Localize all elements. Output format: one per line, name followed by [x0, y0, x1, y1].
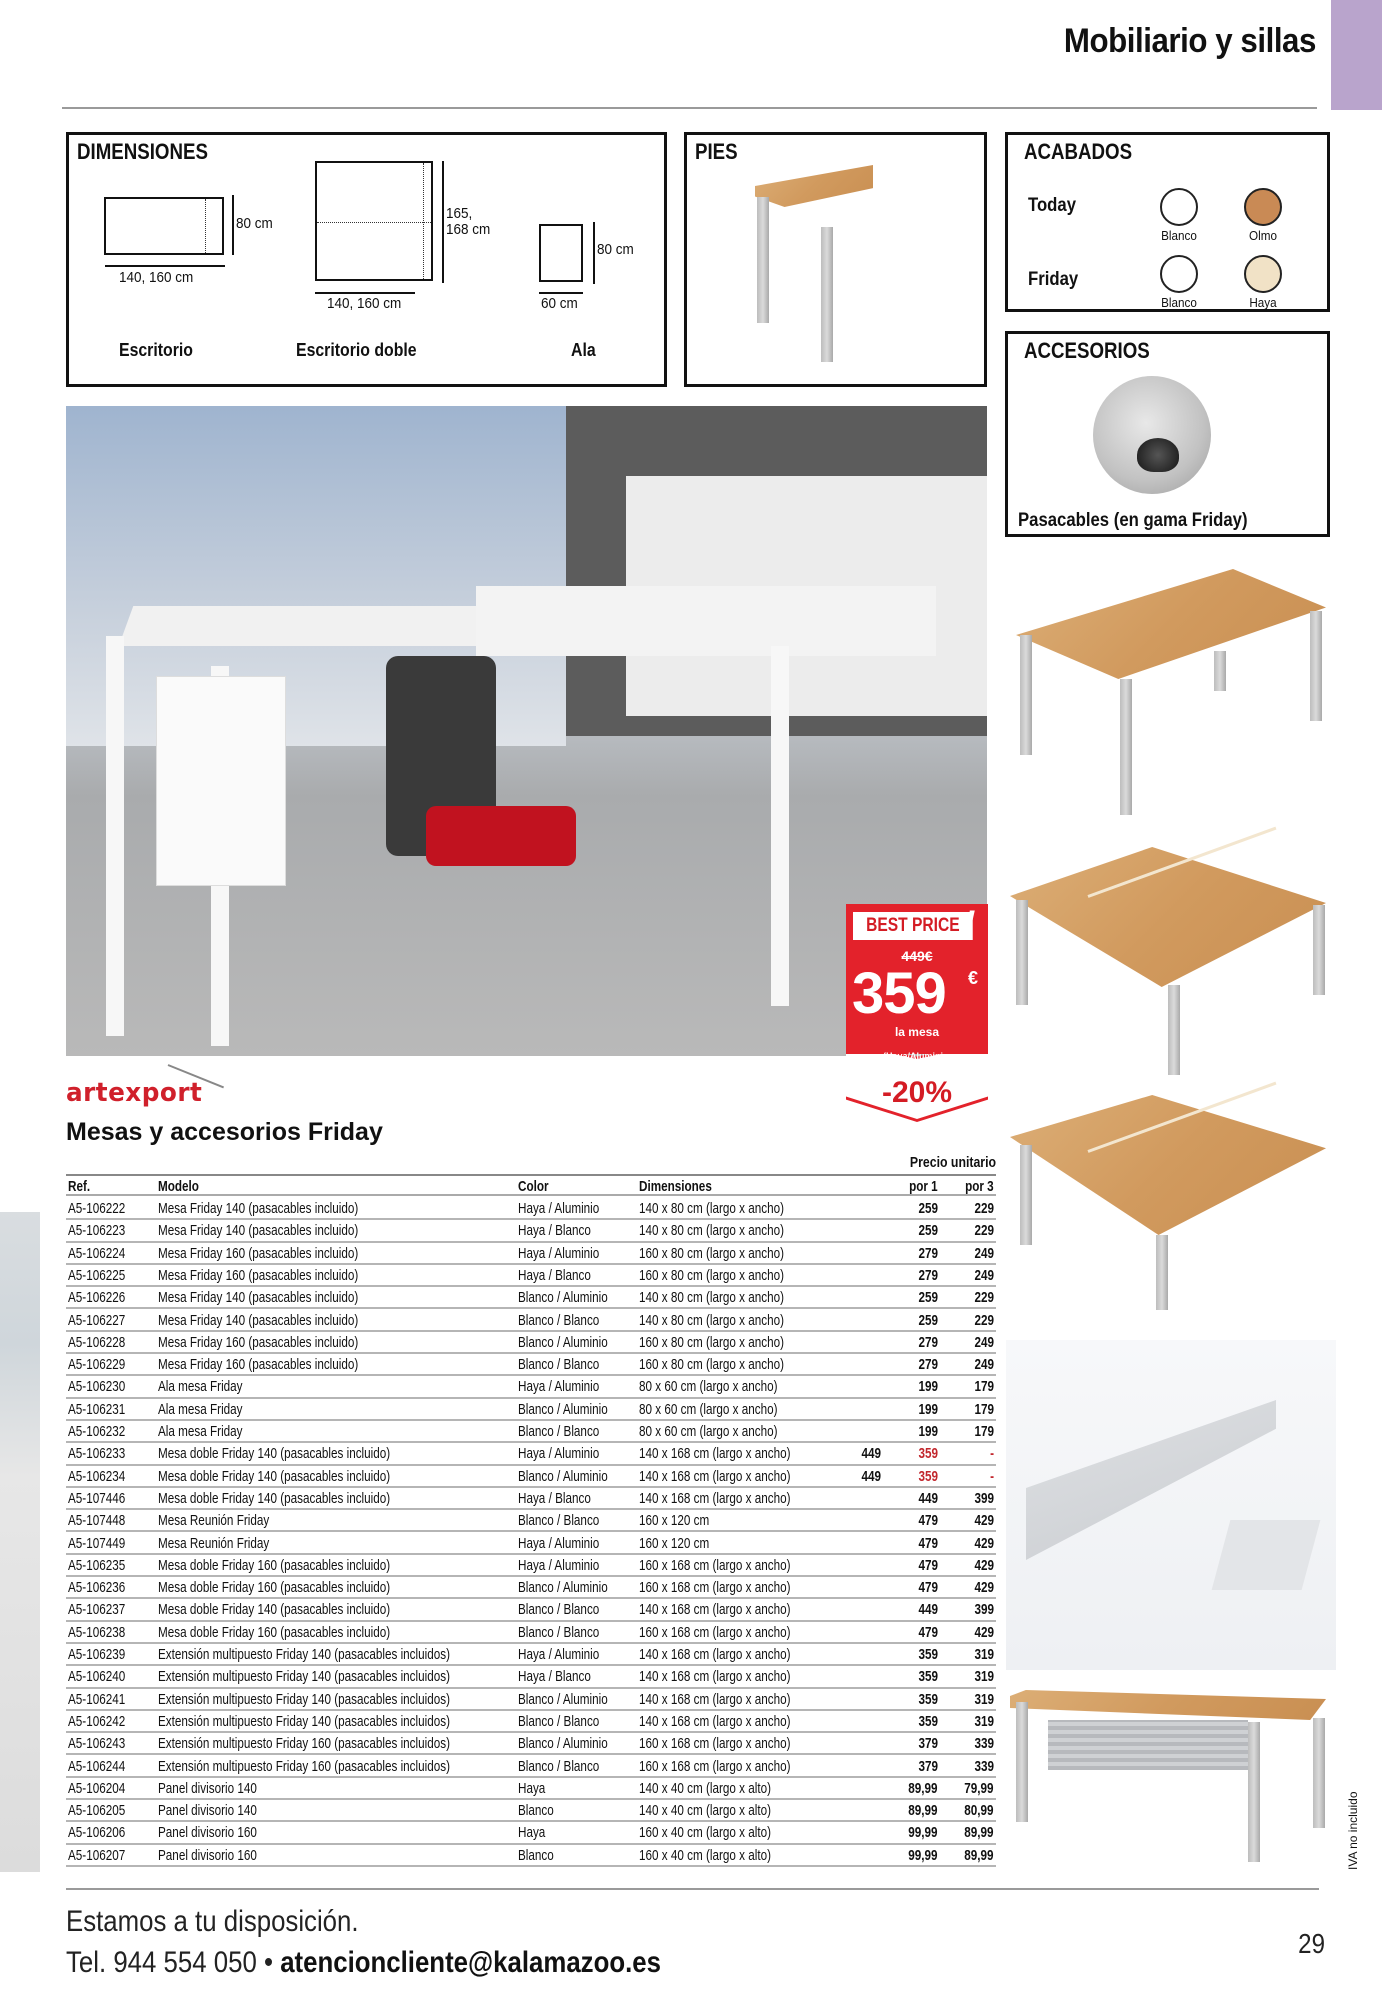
cell-modelo: Extensión multipuesto Friday 160 (pasacables incluidos) [158, 1757, 451, 1775]
table-row [66, 1510, 996, 1532]
cell-price-por1: 359 [918, 1646, 938, 1663]
cell-ref: A5-106229 [68, 1356, 126, 1374]
cell-ref: A5-106223 [68, 1222, 126, 1240]
diagram-divider [423, 163, 424, 279]
ala-diagram [539, 224, 583, 282]
cell-color: Haya / Blanco [518, 1266, 591, 1284]
table-row [66, 1778, 996, 1800]
table-row [66, 1711, 996, 1733]
cell-dimensiones: 80 x 60 cm (largo x ancho) [639, 1423, 778, 1440]
cell-ref: A5-106230 [68, 1378, 126, 1396]
adjacent-page-photo [0, 1212, 40, 1872]
cell-modelo: Mesa Friday 140 (pasacables incluido) [158, 1289, 359, 1307]
cell-color: Blanco / Blanco [518, 1757, 600, 1775]
ala-width: 60 cm [541, 295, 578, 312]
cell-modelo: Panel divisorio 160 [158, 1824, 257, 1842]
cell-price-por1: 359 [918, 1712, 938, 1730]
cell-price-por3: 249 [974, 1266, 994, 1284]
cell-price-por1: 479 [918, 1534, 938, 1552]
cell-color: Haya / Aluminio [518, 1200, 600, 1217]
table-row [66, 1243, 996, 1265]
badge-old-price: 449€ [901, 948, 933, 964]
table-row [66, 1310, 996, 1332]
cell-price-por1: 259 [918, 1222, 938, 1240]
table-row [66, 1733, 996, 1755]
cell-price-por3: 429 [974, 1579, 994, 1597]
cell-price-por1: 359 [918, 1445, 938, 1463]
accesorios-box [1005, 331, 1330, 537]
table-row [66, 1666, 996, 1688]
cell-price-por3: 229 [974, 1311, 994, 1329]
panel-divisorio-image [1006, 1340, 1336, 1670]
grommet-image [1093, 376, 1211, 494]
cell-color: Blanco / Blanco [518, 1601, 600, 1619]
arrow-vertical-icon [442, 161, 444, 283]
cell-price-por1: 89,99 [908, 1779, 938, 1797]
cell-ref: A5-106234 [68, 1467, 126, 1485]
col-dimensiones: Dimensiones [639, 1178, 712, 1195]
cell-ref: A5-106244 [68, 1757, 126, 1775]
cell-modelo: Mesa doble Friday 140 (pasacables incluido) [158, 1601, 391, 1619]
cell-dimensiones: 160 x 168 cm (largo x ancho) [639, 1735, 791, 1753]
cell-modelo: Ala mesa Friday [158, 1378, 243, 1396]
cell-modelo: Mesa Friday 160 (pasacables incluido) [158, 1333, 359, 1351]
swatch-friday-haya [1244, 255, 1282, 293]
cell-ref: A5-106243 [68, 1735, 126, 1753]
cell-dimensiones: 160 x 40 cm (largo x alto) [639, 1824, 772, 1842]
cell-price-por1: 379 [918, 1735, 938, 1753]
cell-ref: A5-106232 [68, 1423, 126, 1440]
escritorio-doble-depth-2: 168 cm [446, 221, 491, 238]
cell-modelo: Mesa doble Friday 160 (pasacables incluido) [158, 1623, 391, 1641]
cell-ref: A5-106241 [68, 1690, 126, 1708]
cell-price-por3: 79,99 [964, 1779, 994, 1797]
cell-modelo: Panel divisorio 160 [158, 1846, 257, 1864]
cell-color: Haya / Aluminio [518, 1556, 600, 1574]
table-row [66, 1421, 996, 1443]
cell-ref: A5-106231 [68, 1400, 126, 1418]
badge-price: 359 [852, 961, 946, 1026]
cell-old-price: 449 [861, 1467, 881, 1485]
table-row [66, 1198, 996, 1220]
swatch-label: Blanco [1161, 228, 1197, 243]
cell-dimensiones: 140 x 40 cm (largo x alto) [639, 1779, 772, 1797]
cell-price-por1: 479 [918, 1556, 938, 1574]
cell-price-por3: 429 [974, 1534, 994, 1552]
cell-price-por1: 89,99 [908, 1802, 938, 1820]
cell-dimensiones: 160 x 80 cm (largo x ancho) [639, 1244, 785, 1262]
finish-line-today: Today [1028, 195, 1077, 216]
cell-modelo: Extensión multipuesto Friday 160 (pasacables incluidos) [158, 1735, 451, 1753]
escritorio-width: 140, 160 cm [119, 269, 194, 286]
cell-modelo: Panel divisorio 140 [158, 1802, 257, 1820]
header-divider [62, 107, 1317, 109]
cell-ref: A5-106240 [68, 1668, 126, 1686]
cell-price-por3: 319 [974, 1668, 994, 1686]
cell-price-por3: 429 [974, 1512, 994, 1530]
cell-color: Blanco [518, 1846, 554, 1864]
cell-price-por3: 319 [974, 1646, 994, 1663]
badge-detail-1: (Haya/Aluminio, [882, 1051, 951, 1061]
table-row [66, 1287, 996, 1309]
table-row [66, 1376, 996, 1398]
cell-dimensiones: 160 x 80 cm (largo x ancho) [639, 1266, 785, 1284]
cell-color: Haya / Aluminio [518, 1378, 600, 1396]
escritorio-doble-diagram [315, 161, 433, 281]
swatch-label: Olmo [1249, 228, 1277, 243]
cell-color: Blanco / Blanco [518, 1623, 600, 1641]
cell-price-por3: 89,99 [964, 1846, 994, 1864]
cell-price-por3: 229 [974, 1200, 994, 1217]
cell-ref: A5-106226 [68, 1289, 126, 1307]
cell-color: Blanco / Blanco [518, 1712, 600, 1730]
cell-ref: A5-106233 [68, 1445, 126, 1463]
cell-modelo: Ala mesa Friday [158, 1423, 243, 1440]
cell-dimensiones: 140 x 80 cm (largo x ancho) [639, 1289, 785, 1307]
cell-price-por1: 199 [918, 1423, 938, 1440]
table-row [66, 1622, 996, 1644]
cell-color: Blanco / Blanco [518, 1311, 600, 1329]
cell-modelo: Mesa doble Friday 140 (pasacables incluido) [158, 1445, 391, 1463]
cell-dimensiones: 140 x 168 cm (largo x ancho) [639, 1489, 791, 1507]
table-leg-image [755, 165, 875, 365]
cell-modelo: Mesa Friday 140 (pasacables incluido) [158, 1222, 359, 1240]
cell-color: Blanco / Blanco [518, 1356, 600, 1374]
cell-price-por1: 479 [918, 1623, 938, 1641]
cell-dimensiones: 160 x 168 cm (largo x ancho) [639, 1579, 791, 1597]
cell-modelo: Mesa Friday 140 (pasacables incluido) [158, 1200, 359, 1217]
escritorio-depth: 80 cm [236, 215, 273, 232]
swatch-label: Haya [1249, 295, 1277, 310]
cell-modelo: Extensión multipuesto Friday 140 (pasacables incluidos) [158, 1668, 451, 1686]
cell-dimensiones: 140 x 80 cm (largo x ancho) [639, 1200, 785, 1217]
cell-color: Blanco / Blanco [518, 1423, 600, 1440]
price-group-header: Precio unitario [909, 1154, 996, 1171]
cell-price-por1: 359 [918, 1690, 938, 1708]
cell-modelo: Extensión multipuesto Friday 140 (pasacables incluidos) [158, 1690, 451, 1708]
cell-price-por1: 259 [918, 1200, 938, 1217]
cell-ref: A5-107449 [68, 1534, 126, 1552]
cell-price-por3: 229 [974, 1222, 994, 1240]
section-tab [1331, 0, 1382, 110]
cell-dimensiones: 160 x 120 cm [639, 1512, 710, 1530]
cell-price-por3: - [990, 1445, 994, 1463]
cell-modelo: Mesa Friday 140 (pasacables incluido) [158, 1311, 359, 1329]
diagram-divider [317, 222, 431, 223]
cell-ref: A5-106239 [68, 1646, 126, 1663]
cell-ref: A5-106205 [68, 1802, 126, 1820]
cell-price-por1: 259 [918, 1289, 938, 1307]
table-row [66, 1332, 996, 1354]
accesorios-title: ACCESORIOS [1024, 338, 1150, 363]
cell-ref: A5-106237 [68, 1601, 126, 1619]
table-row [66, 1265, 996, 1287]
cell-price-por3: 319 [974, 1712, 994, 1730]
cell-color: Blanco / Aluminio [518, 1735, 608, 1753]
cell-modelo: Mesa Friday 160 (pasacables incluido) [158, 1266, 359, 1284]
cell-dimensiones: 160 x 80 cm (largo x ancho) [639, 1356, 785, 1374]
cell-modelo: Mesa doble Friday 140 (pasacables incluido) [158, 1467, 391, 1485]
cell-color: Blanco [518, 1802, 554, 1820]
cell-price-por3: 179 [974, 1378, 994, 1396]
cell-dimensiones: 140 x 168 cm (largo x ancho) [639, 1601, 791, 1619]
badge-discount: -20% [881, 1076, 953, 1109]
cell-color: Haya [518, 1824, 546, 1842]
table-row [66, 1443, 996, 1465]
cell-ref: A5-106206 [68, 1824, 126, 1842]
col-modelo: Modelo [158, 1178, 199, 1195]
col-por3: por 3 [965, 1178, 994, 1195]
cell-price-por1: 359 [918, 1668, 938, 1686]
escritorio-doble-width: 140, 160 cm [327, 295, 402, 312]
cell-color: Blanco / Aluminio [518, 1400, 608, 1418]
cell-modelo: Mesa Reunión Friday [158, 1534, 270, 1552]
footer-email[interactable]: atencioncliente@kalamazoo.es [280, 1946, 661, 1979]
table-row [66, 1800, 996, 1822]
table-row [66, 1756, 996, 1778]
cell-dimensiones: 160 x 168 cm (largo x ancho) [639, 1556, 791, 1574]
table-row [66, 1466, 996, 1488]
cell-ref: A5-107446 [68, 1489, 126, 1507]
cell-ref: A5-107448 [68, 1512, 126, 1530]
cell-dimensiones: 160 x 168 cm (largo x ancho) [639, 1623, 791, 1641]
finish-line-friday: Friday [1028, 269, 1079, 290]
cell-modelo: Mesa doble Friday 140 (pasacables incluido) [158, 1489, 391, 1507]
cell-dimensiones: 140 x 168 cm (largo x ancho) [639, 1646, 791, 1663]
cell-color: Blanco / Aluminio [518, 1333, 608, 1351]
cell-dimensiones: 140 x 168 cm (largo x ancho) [639, 1712, 791, 1730]
cell-ref: A5-106225 [68, 1266, 126, 1284]
cell-dimensiones: 160 x 80 cm (largo x ancho) [639, 1333, 785, 1351]
cell-color: Haya / Aluminio [518, 1646, 600, 1663]
footer-tagline: Estamos a tu disposición. [66, 1905, 359, 1938]
cell-price-por1: 259 [918, 1311, 938, 1329]
cell-modelo: Extensión multipuesto Friday 140 (pasacables incluidos) [158, 1646, 451, 1663]
section-title: Mesas y accesorios Friday [66, 1118, 383, 1146]
cell-price-por3: 399 [974, 1489, 994, 1507]
diagram-divider [205, 199, 206, 253]
footer-contact [66, 1946, 661, 1980]
cell-price-por1: 379 [918, 1757, 938, 1775]
cell-color: Blanco / Aluminio [518, 1289, 608, 1307]
table-row [66, 1599, 996, 1621]
swatch-today-olmo [1244, 188, 1282, 226]
cell-color: Haya / Blanco [518, 1668, 591, 1686]
cell-color: Haya / Aluminio [518, 1244, 600, 1262]
iva-note: IVA no incluido [1346, 1791, 1360, 1870]
mesa-friday-image [1008, 555, 1328, 815]
cell-ref: A5-106238 [68, 1623, 126, 1641]
best-price-label: BEST PRICE [853, 912, 973, 940]
table-row [66, 1399, 996, 1421]
cell-color: Haya / Aluminio [518, 1445, 600, 1463]
table-row [66, 1488, 996, 1510]
cell-modelo: Mesa Friday 160 (pasacables incluido) [158, 1356, 359, 1374]
cell-price-por3: - [990, 1467, 994, 1485]
cell-modelo: Mesa doble Friday 160 (pasacables incluido) [158, 1579, 391, 1597]
cell-price-por3: 89,99 [964, 1824, 994, 1842]
page-title: Mobiliario y sillas [1063, 22, 1316, 60]
cell-dimensiones: 140 x 168 cm (largo x ancho) [639, 1690, 791, 1708]
ala-label: Ala [571, 340, 596, 360]
acabados-title: ACABADOS [1024, 139, 1133, 164]
table-row [66, 1555, 996, 1577]
table-row [66, 1354, 996, 1376]
mesa-doble-friday-image [1008, 845, 1328, 1075]
cell-price-por1: 279 [918, 1333, 938, 1351]
cell-color: Haya [518, 1779, 546, 1797]
exclamation-icon: ! [964, 904, 976, 942]
escritorio-diagram [104, 197, 224, 255]
cell-dimensiones: 80 x 60 cm (largo x ancho) [639, 1378, 778, 1396]
table-row [66, 1822, 996, 1844]
cell-price-por1: 479 [918, 1512, 938, 1530]
table-row [66, 1644, 996, 1666]
cell-dimensiones: 140 x 40 cm (largo x alto) [639, 1802, 772, 1820]
cell-color: Haya / Blanco [518, 1489, 591, 1507]
cell-dimensiones: 140 x 80 cm (largo x ancho) [639, 1222, 785, 1240]
cell-price-por3: 319 [974, 1690, 994, 1708]
cell-price-por3: 249 [974, 1333, 994, 1351]
footer-divider [66, 1888, 1319, 1890]
arrow-vertical-icon [593, 222, 595, 284]
cell-ref: A5-106236 [68, 1579, 126, 1597]
cell-ref: A5-106224 [68, 1244, 126, 1262]
badge-unit: la mesa [894, 1025, 940, 1039]
bullet-icon: • [263, 1946, 274, 1979]
cell-price-por1: 279 [918, 1244, 938, 1262]
col-color: Color [518, 1178, 549, 1195]
col-por1: por 1 [909, 1178, 938, 1195]
cell-dimensiones: 80 x 60 cm (largo x ancho) [639, 1400, 778, 1418]
cell-modelo: Ala mesa Friday [158, 1400, 243, 1418]
cell-modelo: Mesa Friday 160 (pasacables incluido) [158, 1244, 359, 1262]
escritorio-doble-depth-1: 165, [446, 205, 473, 222]
cell-modelo: Mesa doble Friday 160 (pasacables incluido) [158, 1556, 391, 1574]
brand-logo: artexport [66, 1078, 203, 1108]
accesorios-caption: Pasacables (en gama Friday) [1018, 510, 1248, 531]
dimensiones-box [66, 132, 667, 387]
cell-price-por1: 199 [918, 1400, 938, 1418]
footer-phone: Tel. 944 554 050 [66, 1946, 257, 1979]
cell-price-por1: 279 [918, 1266, 938, 1284]
table-row [66, 1689, 996, 1711]
cell-price-por3: 80,99 [964, 1802, 994, 1820]
pies-title: PIES [695, 139, 738, 164]
escritorio-label: Escritorio [119, 340, 193, 360]
table-row [66, 1577, 996, 1599]
cell-ref: A5-106204 [68, 1779, 126, 1797]
table-row [66, 1845, 996, 1867]
cell-modelo: Panel divisorio 140 [158, 1779, 257, 1797]
cell-ref: A5-106242 [68, 1712, 126, 1730]
cell-price-por1: 99,99 [908, 1824, 938, 1842]
col-ref: Ref. [68, 1178, 91, 1195]
cell-price-por3: 179 [974, 1400, 994, 1418]
cell-dimensiones: 140 x 168 cm (largo x ancho) [639, 1445, 791, 1463]
table-row [66, 1533, 996, 1555]
swatch-label: Blanco [1161, 295, 1197, 310]
cell-price-por1: 449 [918, 1489, 938, 1507]
table-row [66, 1220, 996, 1242]
cell-price-por3: 249 [974, 1244, 994, 1262]
cell-price-por1: 99,99 [908, 1846, 938, 1864]
arrow-horizontal-icon [539, 292, 583, 294]
cell-color: Haya / Aluminio [518, 1534, 600, 1552]
cell-price-por1: 479 [918, 1579, 938, 1597]
cell-price-por3: 249 [974, 1356, 994, 1374]
arrow-vertical-icon [232, 195, 234, 255]
cell-color: Blanco / Aluminio [518, 1467, 608, 1485]
cell-price-por1: 199 [918, 1378, 938, 1396]
badge-currency: € [968, 968, 979, 988]
arrow-horizontal-icon [105, 265, 225, 267]
acabados-box [1005, 132, 1330, 312]
cell-dimensiones: 160 x 40 cm (largo x alto) [639, 1846, 772, 1864]
cell-price-por3: 229 [974, 1289, 994, 1307]
cell-price-por3: 429 [974, 1556, 994, 1574]
cell-ref: A5-106227 [68, 1311, 126, 1329]
table-header [66, 1174, 996, 1196]
cell-dimensiones: 160 x 120 cm [639, 1534, 710, 1552]
cell-ref: A5-106222 [68, 1200, 126, 1217]
cell-price-por3: 179 [974, 1423, 994, 1440]
cell-price-por3: 339 [974, 1757, 994, 1775]
cell-modelo: Extensión multipuesto Friday 140 (pasacables incluidos) [158, 1712, 451, 1730]
extension-multipuesto-image [1008, 1095, 1328, 1310]
cell-price-por1: 279 [918, 1356, 938, 1374]
cell-price-por1: 449 [918, 1601, 938, 1619]
cell-ref: A5-106235 [68, 1556, 126, 1574]
mesa-con-faldon-image [1008, 1680, 1328, 1870]
dimensiones-title: DIMENSIONES [77, 139, 208, 164]
pies-box [684, 132, 987, 387]
arrow-horizontal-icon [315, 292, 415, 294]
cell-dimensiones: 140 x 168 cm (largo x ancho) [639, 1467, 791, 1485]
cell-old-price: 449 [861, 1445, 881, 1463]
cell-dimensiones: 160 x 168 cm (largo x ancho) [639, 1757, 791, 1775]
escritorio-doble-label: Escritorio doble [296, 340, 417, 360]
page-number: 29 [1298, 1928, 1325, 1959]
cell-color: Blanco / Blanco [518, 1512, 600, 1530]
cell-price-por1: 359 [918, 1467, 938, 1485]
cell-color: Blanco / Aluminio [518, 1690, 608, 1708]
cell-price-por3: 339 [974, 1735, 994, 1753]
cell-ref: A5-106228 [68, 1333, 126, 1351]
ala-depth: 80 cm [597, 241, 634, 258]
cell-color: Haya / Blanco [518, 1222, 591, 1240]
cell-dimensiones: 140 x 168 cm (largo x ancho) [639, 1668, 791, 1686]
cell-ref: A5-106207 [68, 1846, 126, 1864]
cell-modelo: Mesa Reunión Friday [158, 1512, 270, 1530]
cell-price-por3: 429 [974, 1623, 994, 1641]
swatch-today-blanco [1160, 188, 1198, 226]
best-price-badge [846, 904, 988, 1122]
swatch-friday-blanco [1160, 255, 1198, 293]
cell-price-por3: 399 [974, 1601, 994, 1619]
cell-dimensiones: 140 x 80 cm (largo x ancho) [639, 1311, 785, 1329]
cell-color: Blanco / Aluminio [518, 1579, 608, 1597]
